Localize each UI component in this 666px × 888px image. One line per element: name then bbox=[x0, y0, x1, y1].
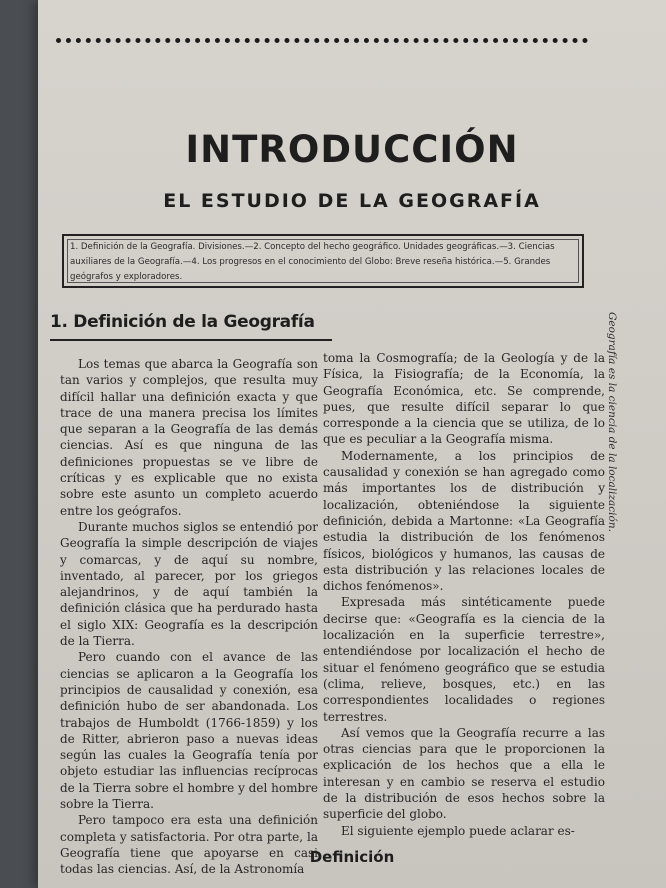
book-page bbox=[38, 0, 666, 888]
chapter-title: INTRODUCCIÓN bbox=[185, 128, 519, 171]
chapter-subtitle: EL ESTUDIO DE LA GEOGRAFÍA bbox=[163, 190, 541, 212]
paragraph: Los temas que abarca la Geografía son tan varios y complejos, que resulta muy difícil hallar una definición exacta y que trace de una manera precisa los límites que separan a la Geografía de las demás ciencias. Así es que ninguna de las definiciones propuestas se ve libre de críticas y es explicable que no exista sobre este asunto un completo acuerdo entre los geógrafos. bbox=[60, 357, 318, 518]
chapter-summary-box: 1. Definición de la Geografía. Divisiones.—2. Concepto del hecho geográfico. Unidades geográficas.—3. Ciencias auxiliares de la Geografía.—4. Los progresos en el conocimiento del Globo: Breve reseña histórica.—5. Grandes geógrafos y exploradores. bbox=[62, 234, 584, 288]
paragraph: Durante muchos siglos se entendió por Geografía la simple descripción de viajes y comarcas, y de aquí su nombre, inventado, al parecer, por los griegos alejandrinos, y de aquí también la definición clásica que ha perdurado hasta el siglo XIX: Geografía es la descripción de la Tierra. bbox=[60, 519, 318, 649]
paragraph: Así vemos que la Geografía recurre a las otras ciencias para que le proporcionen la explicación de los hechos que a ella le interesan y en cambio se reserva el estudio de la distribución de esos hechos sobre la superficie del globo. bbox=[323, 725, 605, 822]
dotted-rule bbox=[56, 38, 588, 49]
paragraph: Pero tampoco era esta una definición completa y satisfactoria. Por otra parte, la Geografía tiene que apoyarse en casi todas las ciencias. Así, de la Astronomía bbox=[60, 813, 318, 877]
section-heading: 1. Definición de la Geografía bbox=[50, 312, 315, 332]
paragraph: Expresada más sintéticamente puede decirse que: «Geografía es la ciencia de la localización en la superficie terrestre», entendiéndose por localización el hecho de situar el fenómeno geográfico que se estudia (clima, relieve, bosques, etc.) en las correspondientes localidades o regiones terrestres. bbox=[323, 595, 605, 724]
paragraph: toma la Cosmografía; de la Geología y de la Física, la Fisiografía; de la Economía, la Geografía Económica, etc. Se comprende, pues, que resulte difícil separar lo que corresponde a la ciencia que se utiliza, de lo que es peculiar a la Geografía misma. bbox=[323, 351, 605, 447]
page-footer-word: Definición bbox=[309, 848, 395, 866]
margin-note: Geografía es la ciencia de la localización. bbox=[606, 312, 618, 532]
paragraph: Pero cuando con el avance de las ciencias se aplicaron a la Geografía los principios de causalidad y conexión, esa definición hubo de ser abandonada. Los trabajos de Humboldt (1766-1859) y los de Ritter, abrieron paso a nuevas ideas según las cuales la Geografía tenía por objeto estudiar las influencias recíprocas de la Tierra sobre el hombre y del hombre sobre la Tierra. bbox=[60, 650, 318, 812]
paragraph: Modernamente, a los principios de causalidad y conexión se han agregado como más importantes los de distribución y localización, obteniéndose la siguiente definición, debida a Martonne: «La Geografía estudia la distribución de los fenómenos físicos, biológicos y humanos, las causas de esta distribución y las relaciones locales de dichos fenómenos». bbox=[323, 448, 605, 594]
right-text-column bbox=[323, 350, 605, 839]
section-underline bbox=[50, 339, 332, 341]
paragraph: El siguiente ejemplo puede aclarar es- bbox=[341, 823, 575, 838]
left-text-column bbox=[60, 356, 318, 878]
